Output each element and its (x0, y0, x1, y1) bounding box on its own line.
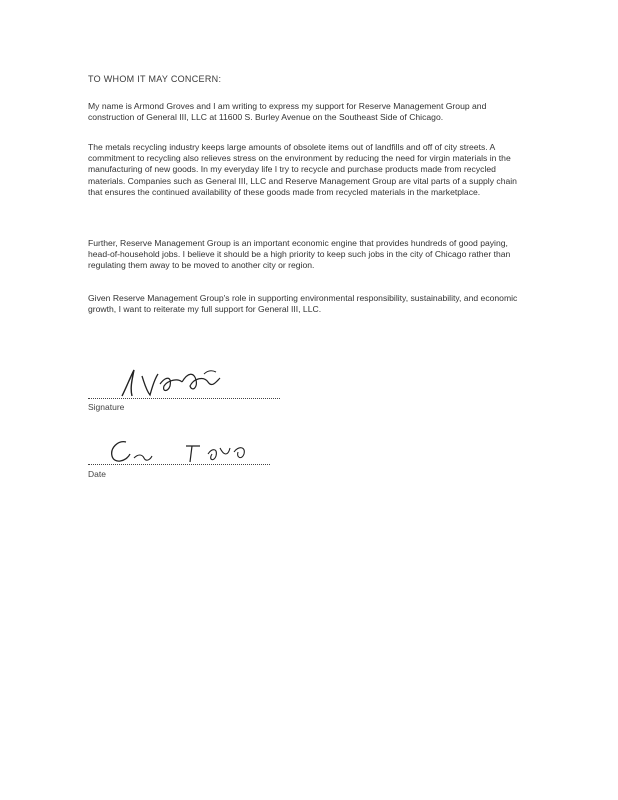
signature-block (88, 360, 308, 420)
handwritten-date (96, 432, 266, 466)
paragraph-closing: Given Reserve Management Group's role in supporting environmental responsibility, sustainability, and economic growth, I want to reiterate my full support for General III, LLC. (88, 293, 518, 315)
paragraph-intro: My name is Armond Groves and I am writing to express my support for Reserve Management Group and construction of General III, LLC at 11600 S. Burley Avenue on the Southeast Side of Chicago. (88, 101, 487, 123)
salutation: TO WHOM IT MAY CONCERN: (88, 74, 222, 84)
date-line (88, 464, 270, 465)
date-block (88, 428, 308, 488)
paragraph-recycling: The metals recycling industry keeps large amounts of obsolete items out of landfills and off of city streets. A commitment to recycling also relieves stress on the environment by reducing the need for virgin materials in the manufacturing of new goods. In my everyday life I try to recycle and purchase products made from recycled materials. Companies such as General III, LLC and Reserve Management Group are vital parts of a supply chain that ensures the continued availability of these goods made from recycled materials in the marketplace. (88, 142, 517, 197)
date-label: Date (88, 469, 106, 479)
paragraph-economic: Further, Reserve Management Group is an important economic engine that provides hundreds of good paying, head-of-household jobs. I believe it should be a high priority to keep such jobs in the city of Chicago rather than regulating them away to be moved to another city or region. (88, 238, 511, 271)
signature-label: Signature (88, 402, 125, 412)
handwritten-signature (108, 362, 238, 400)
signature-line (88, 398, 280, 399)
